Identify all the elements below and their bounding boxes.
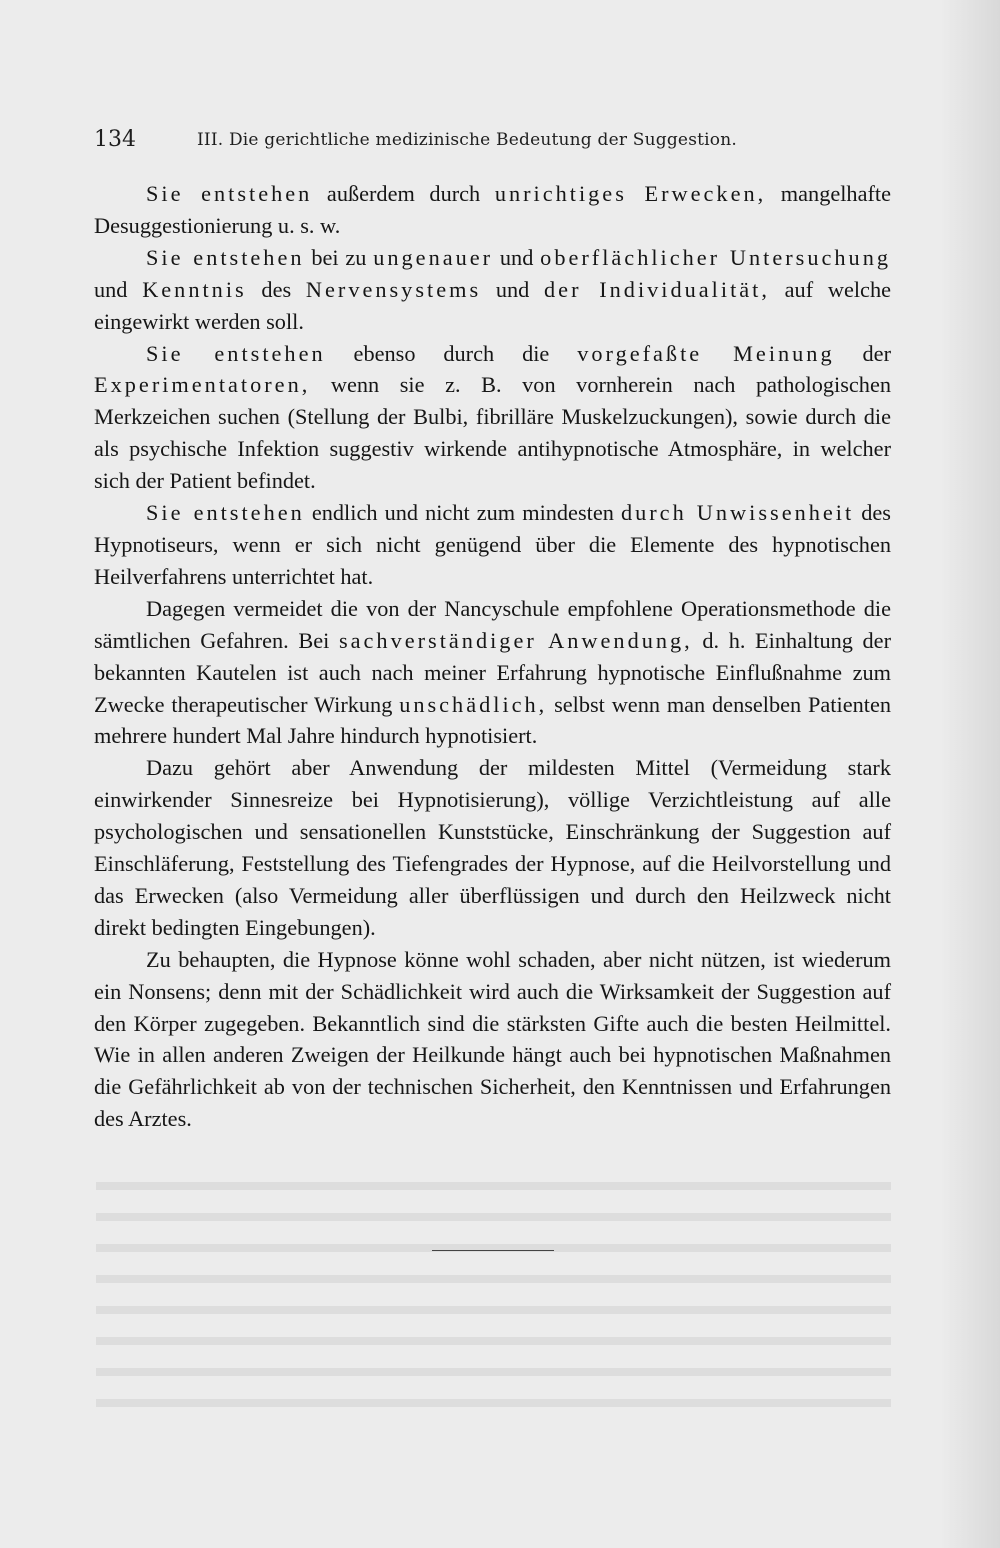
paragraph-3 xyxy=(94,338,891,498)
text-run: endlich und nicht zum mindesten xyxy=(304,500,621,526)
page-edge-shadow xyxy=(940,0,1000,1548)
spaced-text: oberflächlicher Untersuchung xyxy=(540,244,892,270)
text-run: wenn sie z. B. von vornherein nach pathologischen Merkzeichen suchen (Stellung der Bulbi, fibrilläre Muskelzuckungen), sowie durch die als psychische Infektion suggestiv wirkende antihypnotische Atmosphäre, in welcher sich der Patient befindet. xyxy=(94,372,891,494)
spaced-text: Kenntnis xyxy=(142,276,247,302)
running-head: III. Die gerichtliche medizinische Bedeutung der Suggestion. xyxy=(197,130,737,150)
text-run: des xyxy=(246,276,306,302)
paragraph-1 xyxy=(94,178,891,242)
page-number: 134 xyxy=(94,127,136,152)
spaced-text: durch Unwissenheit xyxy=(620,500,855,526)
text-run: und xyxy=(481,276,545,302)
spaced-text: der Individualität, xyxy=(544,276,770,302)
text-run: d. h. Einhaltung der bekannten Kautelen ist auch nach meiner Erfahrung hypnotische Einflußnahme zum Zwecke therapeutischer Wirkung xyxy=(94,627,891,717)
text-run: außerdem durch xyxy=(312,181,495,206)
paragraph-2 xyxy=(94,242,891,338)
spaced-text: ungenauer xyxy=(373,244,494,270)
paragraph-7: Zu behaupten, die Hypnose könne wohl schaden, aber nicht nützen, ist wiederum ein Nonsens; denn mit der Schädlichkeit wird auch die Wirksamkeit der Suggestion auf den Körper zugegeben. Bekanntlich sind die stärksten Gifte auch die besten Heilmittel. Wie in allen anderen Zweigen der Heilkunde hängt auch bei hypnotischen Maßnahmen die Gefährlichkeit ab von der technischen Sicherheit, den Kenntnissen und Erfahrungen des Arztes. xyxy=(94,946,891,1132)
text-run: ebenso durch die xyxy=(325,340,578,366)
spaced-text: unschädlich, xyxy=(399,691,548,717)
spaced-text: vorgefaßte Meinung xyxy=(577,340,835,366)
body-text xyxy=(94,178,891,1135)
text-run: und xyxy=(94,276,143,302)
spaced-text: Sie entstehen xyxy=(146,181,313,206)
text-run: selbst wenn man denselben Patienten mehrere hundert Mal Jahre hindurch hypnotisiert. xyxy=(94,691,891,749)
text-run: des Hypnotiseurs, wenn er sich nicht genügend über die Elemente des hypnotischen Heilverfahrens unterrichtet hat. xyxy=(94,500,891,589)
spaced-text: Sie entstehen xyxy=(146,500,305,526)
spaced-text: Sie entstehen xyxy=(146,340,326,366)
text-run: Dagegen vermeidet die von der Nancyschule empfohlene Operationsmethode die sämtlichen Gefahren. Bei xyxy=(94,595,891,653)
paragraph-5 xyxy=(94,593,891,753)
section-divider-rule xyxy=(432,1250,554,1251)
paragraph-6: Dazu gehört aber Anwendung der mildesten Mittel (Vermeidung stark einwirkender Sinnesreize bei Hypnotisierung), völlige Verzichtleistung auf alle psychologischen und sensationellen Kunststücke, Einschränkung der Suggestion auf Einschläferung, Feststellung des Tiefengrades der Hypnose, auf die Heilvorstellung und das Erwecken (also Vermeidung aller überflüssigen und durch den Heilzweck nicht direkt bedingten Eingebungen). xyxy=(94,755,891,940)
spaced-text: sachverständiger Anwendung, xyxy=(338,627,693,653)
spaced-text: Experimentatoren, xyxy=(94,372,311,398)
text-run: und xyxy=(493,244,541,270)
paragraph-4 xyxy=(94,497,891,593)
bleed-through-text xyxy=(96,1168,891,1418)
text-run: auf welche eingewirkt werden soll. xyxy=(94,276,891,334)
text-run: mangelhafte Desuggestionierung u. s. w. xyxy=(94,181,891,238)
text-run: der xyxy=(834,340,892,366)
text-run: bei zu xyxy=(304,244,374,270)
spaced-text: unrichtiges Erwecken, xyxy=(494,181,767,206)
spaced-text: Sie entstehen xyxy=(146,244,305,270)
spaced-text: Nervensystems xyxy=(305,276,482,302)
page-header xyxy=(94,127,894,157)
